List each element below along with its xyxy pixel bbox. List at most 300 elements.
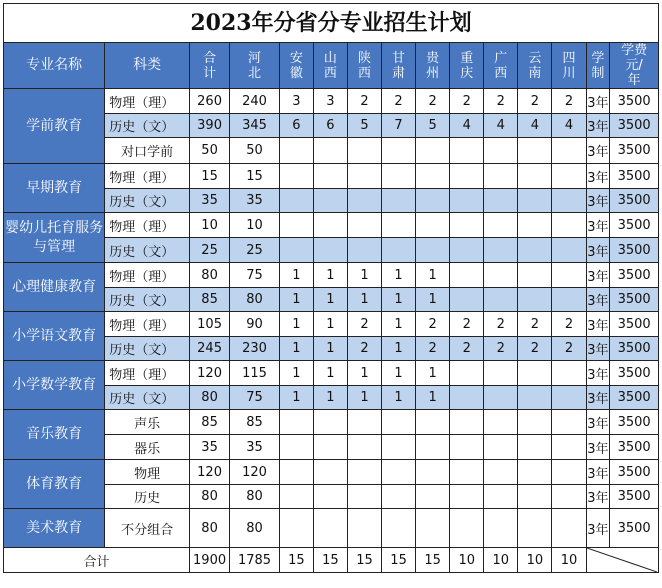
province-quota-cell: 115 [230,361,280,386]
province-quota-cell: 50 [230,138,280,164]
province-quota-cell [450,288,484,312]
fee-cell: 3500 [610,460,659,485]
province-quota-cell: 1 [279,263,313,288]
totals-province-cell: 15 [279,548,313,573]
province-quota-cell [484,263,518,288]
subject-cell: 物理（理） [105,312,190,337]
province-quota-cell [484,460,518,485]
province-quota-cell [484,238,518,263]
province-quota-cell [382,435,416,460]
totals-label: 合计 [4,548,190,573]
province-quota-cell [279,435,313,460]
province-quota-cell: 6 [313,114,347,138]
major-name-cell: 婴幼儿托育服务与管理 [4,213,105,263]
province-quota-cell [382,213,416,238]
province-quota-cell [552,386,586,410]
province-quota-cell: 75 [230,263,280,288]
province-quota-cell [347,410,381,435]
total-cell: 35 [189,189,229,213]
subject-cell: 声乐 [105,410,190,435]
fee-cell: 3500 [610,164,659,189]
subject-cell: 物理 [105,460,190,485]
province-quota-cell [518,288,552,312]
table-row [4,213,659,238]
province-quota-cell: 4 [518,114,552,138]
province-quota-cell [416,138,450,164]
province-quota-cell [552,288,586,312]
totals-province-cell: 15 [347,548,381,573]
province-quota-cell: 345 [230,114,280,138]
table-row [4,410,659,435]
province-quota-cell [382,138,416,164]
subject-cell: 物理（理） [105,361,190,386]
totals-province-cell: 15 [313,548,347,573]
total-cell: 50 [189,138,229,164]
province-quota-cell [552,138,586,164]
subject-cell: 历史 [105,485,190,509]
province-quota-cell [347,509,381,548]
duration-cell: 3年 [586,485,610,509]
subject-cell: 历史（文） [105,386,190,410]
major-name-cell: 早期教育 [4,164,105,213]
province-quota-cell: 2 [450,312,484,337]
province-quota-cell [279,213,313,238]
province-quota-cell: 1 [313,288,347,312]
province-quota-cell [416,410,450,435]
province-quota-cell [347,485,381,509]
province-quota-cell [416,460,450,485]
province-quota-cell: 2 [382,89,416,114]
header-province: 河北 [230,43,280,89]
totals-province-cell: 10 [518,548,552,573]
total-cell: 105 [189,312,229,337]
province-quota-cell: 240 [230,89,280,114]
duration-cell: 3年 [586,361,610,386]
total-cell: 120 [189,460,229,485]
province-quota-cell [313,435,347,460]
header-province: 云南 [518,43,552,89]
total-cell: 120 [189,361,229,386]
table-row [4,361,659,386]
province-quota-cell: 2 [450,337,484,361]
province-quota-cell: 1 [416,361,450,386]
admission-plan-table [3,42,659,573]
province-quota-cell: 35 [230,435,280,460]
province-quota-cell [279,189,313,213]
province-quota-cell: 2 [518,337,552,361]
fee-cell: 3500 [610,386,659,410]
province-quota-cell: 25 [230,238,280,263]
subject-cell: 物理（理） [105,213,190,238]
province-quota-cell [313,238,347,263]
total-cell: 10 [189,213,229,238]
province-quota-cell [518,410,552,435]
province-quota-cell [552,263,586,288]
total-cell: 85 [189,288,229,312]
province-quota-cell [279,138,313,164]
province-quota-cell: 230 [230,337,280,361]
province-quota-cell [416,238,450,263]
header-province: 山西 [313,43,347,89]
province-quota-cell: 1 [279,361,313,386]
province-quota-cell: 7 [382,114,416,138]
diagonal-cell [586,548,659,573]
province-quota-cell [450,213,484,238]
province-quota-cell [313,460,347,485]
province-quota-cell [552,435,586,460]
province-quota-cell: 1 [347,263,381,288]
header-province: 甘肃 [382,43,416,89]
province-quota-cell [416,189,450,213]
subject-cell: 不分组合 [105,509,190,548]
subject-cell: 物理（理） [105,89,190,114]
duration-cell: 3年 [586,238,610,263]
province-quota-cell [313,410,347,435]
totals-province-cell: 10 [450,548,484,573]
province-quota-cell [382,164,416,189]
province-quota-cell: 1 [382,312,416,337]
table-row [4,460,659,485]
duration-cell: 3年 [586,288,610,312]
subject-cell: 物理（理） [105,164,190,189]
table-row [4,89,659,114]
province-quota-cell [484,386,518,410]
province-quota-cell [552,460,586,485]
province-quota-cell: 90 [230,312,280,337]
total-cell: 25 [189,238,229,263]
province-quota-cell: 1 [382,288,416,312]
province-quota-cell: 2 [484,312,518,337]
province-quota-cell: 1 [382,337,416,361]
province-quota-cell [518,138,552,164]
fee-cell: 3500 [610,189,659,213]
province-quota-cell [518,509,552,548]
province-quota-cell [552,509,586,548]
duration-cell: 3年 [586,435,610,460]
province-quota-cell [450,361,484,386]
province-quota-cell [552,189,586,213]
province-quota-cell [382,410,416,435]
province-quota-cell [279,238,313,263]
fee-cell: 3500 [610,435,659,460]
province-quota-cell: 80 [230,509,280,548]
province-quota-cell [347,435,381,460]
province-quota-cell: 2 [416,89,450,114]
province-quota-cell: 1 [382,263,416,288]
header-province: 四川 [552,43,586,89]
duration-cell: 3年 [586,114,610,138]
province-quota-cell [518,238,552,263]
province-quota-cell [416,509,450,548]
province-quota-cell [484,164,518,189]
province-quota-cell: 1 [313,337,347,361]
province-quota-cell: 75 [230,386,280,410]
total-cell: 80 [189,263,229,288]
fee-cell: 3500 [610,288,659,312]
totals-province-cell: 15 [416,548,450,573]
province-quota-cell: 1 [279,337,313,361]
province-quota-cell [279,509,313,548]
fee-cell: 3500 [610,238,659,263]
province-quota-cell: 10 [230,213,280,238]
province-quota-cell [518,164,552,189]
major-name-cell: 体育教育 [4,460,105,509]
total-cell: 390 [189,114,229,138]
totals-province-cell: 15 [382,548,416,573]
province-quota-cell [416,435,450,460]
duration-cell: 3年 [586,89,610,114]
total-cell: 80 [189,485,229,509]
province-quota-cell [450,263,484,288]
province-quota-cell: 4 [552,114,586,138]
province-quota-cell [313,164,347,189]
province-quota-cell [416,213,450,238]
province-quota-cell [313,213,347,238]
duration-cell: 3年 [586,460,610,485]
total-cell: 15 [189,164,229,189]
province-quota-cell: 1 [382,386,416,410]
subject-cell: 历史（文） [105,337,190,361]
province-quota-cell [450,509,484,548]
province-quota-cell [313,509,347,548]
province-quota-cell [484,213,518,238]
header-major: 专业名称 [4,43,105,89]
province-quota-cell: 1 [416,386,450,410]
province-quota-cell: 2 [552,337,586,361]
totals-province-cell: 1785 [230,548,280,573]
province-quota-cell [347,164,381,189]
fee-cell: 3500 [610,485,659,509]
province-quota-cell: 2 [484,337,518,361]
province-quota-cell: 1 [347,288,381,312]
duration-cell: 3年 [586,386,610,410]
fee-cell: 3500 [610,138,659,164]
province-quota-cell [518,485,552,509]
province-quota-cell: 1 [347,361,381,386]
province-quota-cell [279,485,313,509]
duration-cell: 3年 [586,213,610,238]
province-quota-cell [450,435,484,460]
province-quota-cell [450,386,484,410]
province-quota-cell [450,238,484,263]
major-name-cell: 美术教育 [4,509,105,548]
province-quota-cell: 2 [552,312,586,337]
duration-cell: 3年 [586,164,610,189]
province-quota-cell [450,410,484,435]
province-quota-cell: 6 [279,114,313,138]
table-row [4,164,659,189]
province-quota-cell: 2 [347,312,381,337]
province-quota-cell: 1 [416,288,450,312]
province-quota-cell [416,164,450,189]
province-quota-cell [313,485,347,509]
totals-province-cell: 10 [484,548,518,573]
duration-cell: 3年 [586,138,610,164]
totals-province-cell: 10 [552,548,586,573]
province-quota-cell [450,138,484,164]
province-quota-cell [382,460,416,485]
subject-cell: 历史（文） [105,238,190,263]
province-quota-cell [382,238,416,263]
province-quota-cell [484,361,518,386]
province-quota-cell [450,189,484,213]
header-fee: 学费元/年 [610,43,659,89]
duration-cell: 3年 [586,189,610,213]
admission-plan-document [3,3,659,573]
total-cell: 80 [189,509,229,548]
province-quota-cell: 4 [450,114,484,138]
province-quota-cell: 3 [313,89,347,114]
province-quota-cell: 1 [279,288,313,312]
province-quota-cell: 2 [518,312,552,337]
province-quota-cell [518,460,552,485]
province-quota-cell: 1 [382,361,416,386]
province-quota-cell [279,164,313,189]
province-quota-cell [518,361,552,386]
province-quota-cell: 80 [230,288,280,312]
province-quota-cell: 1 [313,386,347,410]
province-quota-cell [450,460,484,485]
total-cell: 260 [189,89,229,114]
header-province: 贵州 [416,43,450,89]
fee-cell: 3500 [610,263,659,288]
province-quota-cell [518,213,552,238]
total-cell: 80 [189,386,229,410]
header-subject: 科类 [105,43,190,89]
fee-cell: 3500 [610,410,659,435]
subject-cell: 历史（文） [105,114,190,138]
province-quota-cell [450,485,484,509]
table-row [4,509,659,548]
province-quota-cell: 1 [313,312,347,337]
province-quota-cell [347,138,381,164]
header-province: 重庆 [450,43,484,89]
province-quota-cell [518,189,552,213]
fee-cell: 3500 [610,213,659,238]
province-quota-cell [347,189,381,213]
subject-cell: 物理（理） [105,263,190,288]
province-quota-cell [279,460,313,485]
province-quota-cell [518,435,552,460]
province-quota-cell [347,460,381,485]
province-quota-cell: 2 [484,89,518,114]
province-quota-cell: 1 [313,263,347,288]
province-quota-cell [552,164,586,189]
province-quota-cell [552,410,586,435]
province-quota-cell: 2 [347,337,381,361]
province-quota-cell [416,485,450,509]
province-quota-cell: 2 [347,89,381,114]
province-quota-cell [279,410,313,435]
province-quota-cell [313,138,347,164]
province-quota-cell [552,238,586,263]
duration-cell: 3年 [586,509,610,548]
province-quota-cell [518,263,552,288]
province-quota-cell: 120 [230,460,280,485]
header-province: 陕西 [347,43,381,89]
province-quota-cell [484,189,518,213]
totals-total-cell: 1900 [189,548,229,573]
header-province: 广西 [484,43,518,89]
province-quota-cell [484,509,518,548]
major-name-cell: 小学数学教育 [4,361,105,410]
province-quota-cell: 80 [230,485,280,509]
province-quota-cell [313,189,347,213]
province-quota-cell: 85 [230,410,280,435]
province-quota-cell [552,213,586,238]
major-name-cell: 心理健康教育 [4,263,105,312]
duration-cell: 3年 [586,410,610,435]
subject-cell: 对口学前 [105,138,190,164]
province-quota-cell [552,485,586,509]
province-quota-cell [484,485,518,509]
province-quota-cell [484,435,518,460]
province-quota-cell: 2 [552,89,586,114]
subject-cell: 器乐 [105,435,190,460]
duration-cell: 3年 [586,337,610,361]
province-quota-cell: 2 [416,312,450,337]
province-quota-cell: 1 [279,312,313,337]
total-cell: 35 [189,435,229,460]
header-duration: 学制 [586,43,610,89]
duration-cell: 3年 [586,312,610,337]
province-quota-cell [347,238,381,263]
fee-cell: 3500 [610,337,659,361]
page-title: 2023年分省分专业招生计划 [3,3,659,42]
province-quota-cell: 1 [347,386,381,410]
province-quota-cell [484,410,518,435]
province-quota-cell: 1 [313,361,347,386]
fee-cell: 3500 [610,361,659,386]
province-quota-cell: 15 [230,164,280,189]
subject-cell: 历史（文） [105,288,190,312]
table-row [4,312,659,337]
major-name-cell: 小学语文教育 [4,312,105,361]
province-quota-cell: 1 [279,386,313,410]
province-quota-cell [484,138,518,164]
province-quota-cell [347,213,381,238]
province-quota-cell [382,509,416,548]
province-quota-cell [518,386,552,410]
province-quota-cell [552,361,586,386]
major-name-cell: 音乐教育 [4,410,105,460]
province-quota-cell: 3 [279,89,313,114]
province-quota-cell [484,288,518,312]
province-quota-cell [382,485,416,509]
total-cell: 245 [189,337,229,361]
province-quota-cell: 1 [416,263,450,288]
province-quota-cell: 5 [416,114,450,138]
province-quota-cell [450,164,484,189]
header-province: 安徽 [279,43,313,89]
fee-cell: 3500 [610,114,659,138]
subject-cell: 历史（文） [105,189,190,213]
province-quota-cell: 2 [416,337,450,361]
fee-cell: 3500 [610,89,659,114]
province-quota-cell [382,189,416,213]
table-body [4,89,659,573]
fee-cell: 3500 [610,312,659,337]
header-total: 合计 [189,43,229,89]
header-row [4,43,659,89]
province-quota-cell: 4 [484,114,518,138]
province-quota-cell: 5 [347,114,381,138]
province-quota-cell: 35 [230,189,280,213]
fee-cell: 3500 [610,509,659,548]
province-quota-cell: 2 [450,89,484,114]
major-name-cell: 学前教育 [4,89,105,164]
total-cell: 85 [189,410,229,435]
